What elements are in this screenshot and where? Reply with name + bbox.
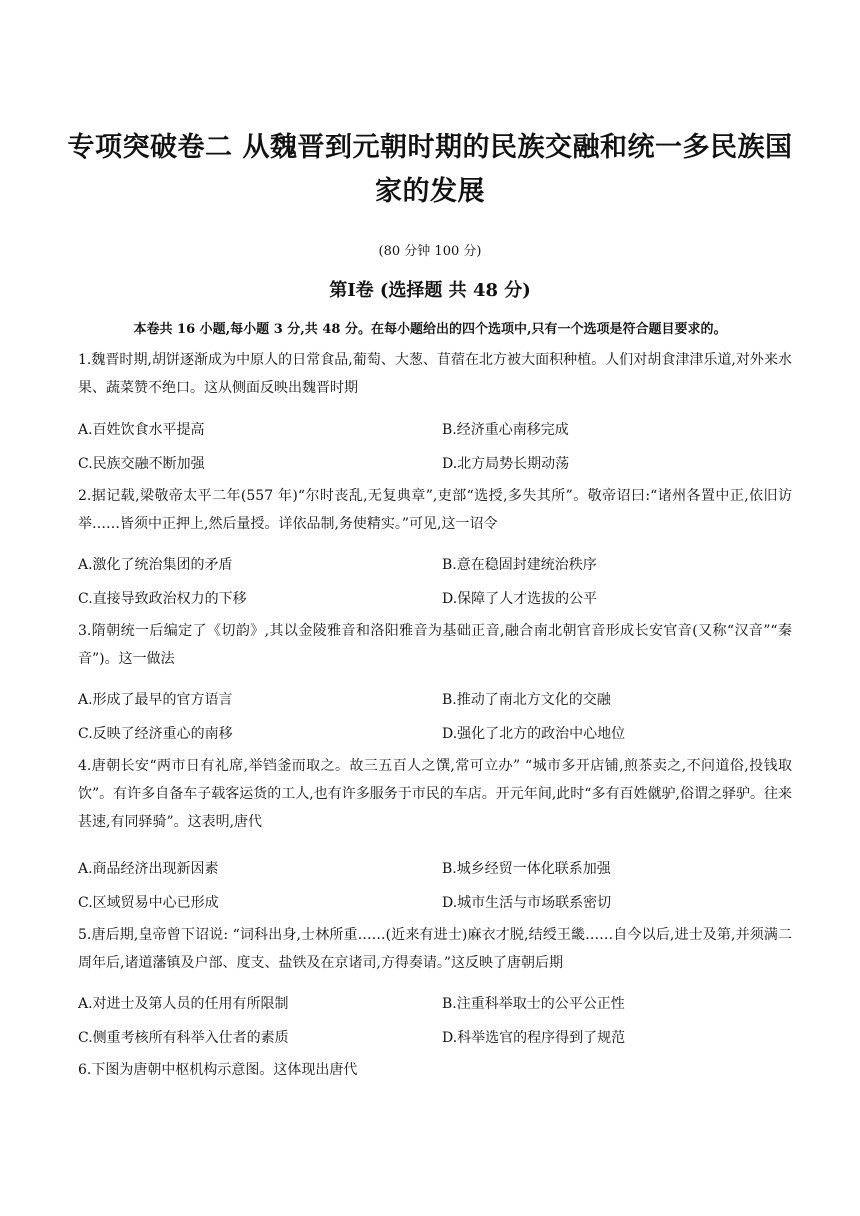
question-5-option-a[interactable]: A.对进士及第人员的任用有所限制	[78, 996, 289, 1012]
question-5-option-b[interactable]: B.注重科举取士的公平公正性	[442, 996, 625, 1012]
question-4-stem: 4.唐朝长安“两市日有礼席,举铛釜而取之。故三五百人之馔,常可立办” “城市多开店铺,煎茶卖之,不问道俗,投钱取饮”。有许多自备车子载客运货的工人,也有许多服务于市民的车店。开元年间,此时“多有百姓僦驴,俗谓之驿驴。往来甚速,有同驿骑”。这表明,唐代	[78, 758, 792, 830]
page-title	[60, 126, 800, 214]
question-3-option-a[interactable]: A.形成了最早的官方语言	[78, 692, 233, 708]
question-2-option-a[interactable]: A.激化了统治集团的矛盾	[78, 557, 233, 573]
title-line-1: 专项突破卷二 从魏晋到元朝时期的民族交融和统一多民族国	[67, 132, 793, 163]
question-5-option-d[interactable]: D.科举选官的程序得到了规范	[442, 1030, 626, 1046]
question-3-option-d[interactable]: D.强化了北方的政治中心地位	[442, 726, 626, 742]
question-6-stem: 6.下图为唐朝中枢机构示意图。这体现出唐代	[78, 1062, 358, 1078]
question-3-option-c[interactable]: C.反映了经济重心的南移	[78, 726, 233, 742]
time-score-info: (80 分钟 100 分)	[378, 244, 482, 259]
question-4-option-a[interactable]: A.商品经济出现新因素	[78, 861, 219, 877]
question-1-option-d[interactable]: D.北方局势长期动荡	[442, 456, 570, 472]
question-2-option-c[interactable]: C.直接导致政治权力的下移	[78, 591, 247, 607]
question-4-option-c[interactable]: C.区域贸易中心已形成	[78, 895, 219, 911]
question-2-stem: 2.据记载,梁敬帝太平二年(557 年)“尔时丧乱,无复典章”,吏部“选授,多失其所”。敬帝诏曰:“诸州各置中正,依旧访举……皆须中正押上,然后量授。详依品制,务使精实。”可见,这一诏令	[78, 488, 792, 532]
question-5-stem: 5.唐后期,皇帝曾下诏说: “词科出身,士林所重……(近来有进士)麻衣才脱,结绶王畿……自今以后,进士及第,并须满二周年后,诸道藩镇及户部、度支、盐铁及在京诸司,方得奏请。”这反映了唐朝后期	[78, 927, 792, 971]
title-line-2: 家的发展	[375, 176, 485, 207]
question-5-option-c[interactable]: C.侧重考核所有科举入仕者的素质	[78, 1030, 289, 1046]
question-1-option-c[interactable]: C.民族交融不断加强	[78, 456, 205, 472]
question-3-option-b[interactable]: B.推动了南北方文化的交融	[442, 692, 611, 708]
question-1-option-b[interactable]: B.经济重心南移完成	[442, 422, 569, 438]
question-1-stem: 1.魏晋时期,胡饼逐渐成为中原人的日常食品,葡萄、大葱、苜蓿在北方被大面积种植。人们对胡食津津乐道,对外来水果、蔬菜赞不绝口。这从侧面反映出魏晋时期	[78, 352, 792, 396]
question-3-stem: 3.隋朝统一后编定了《切韵》,其以金陵雅音和洛阳雅音为基础正音,融合南北朝官音形成长安官音(又称“汉音”“秦音”)。这一做法	[78, 623, 792, 667]
question-2-option-b[interactable]: B.意在稳固封建统治秩序	[442, 557, 597, 573]
section-heading: 第Ⅰ卷 (选择题 共 48 分)	[329, 280, 531, 301]
question-2-option-d[interactable]: D.保障了人才选拔的公平	[442, 591, 598, 607]
question-4-option-b[interactable]: B.城乡经贸一体化联系加强	[442, 861, 611, 877]
question-1-option-a[interactable]: A.百姓饮食水平提高	[78, 422, 205, 438]
instruction-text: 本卷共 16 小题,每小题 3 分,共 48 分。在每小题给出的四个选项中,只有一个选项是符合题目要求的。	[133, 322, 727, 337]
question-4-option-d[interactable]: D.城市生活与市场联系密切	[442, 895, 612, 911]
